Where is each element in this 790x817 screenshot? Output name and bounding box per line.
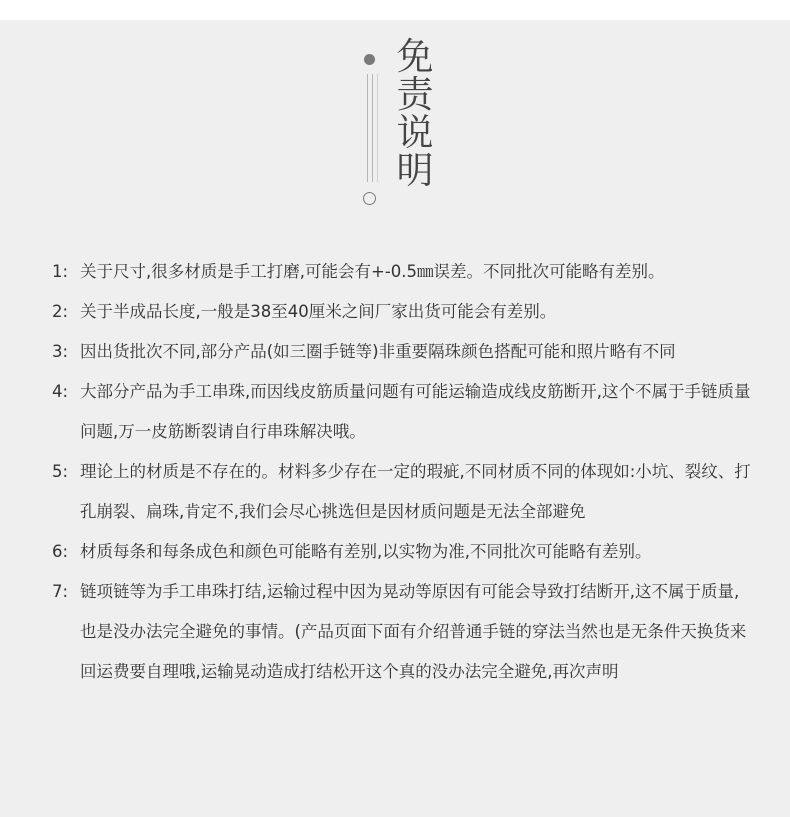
- item-number: 1:: [52, 262, 69, 281]
- disclaimer-panel: [0, 20, 790, 817]
- filled-dot-icon: [364, 54, 375, 65]
- list-item: [52, 572, 752, 692]
- item-text: 关于尺寸,很多材质是手工打磨,可能会有+-0.5㎜误差。不同批次可能略有差别。: [80, 262, 665, 281]
- ring-dot-icon: [363, 192, 376, 205]
- list-item: [52, 452, 752, 532]
- item-text: 因出货批次不同,部分产品(如三圈手链等)非重要隔珠颜色搭配可能和照片略有不同: [80, 342, 676, 361]
- item-number: 2:: [52, 302, 69, 321]
- item-number: 5:: [52, 462, 69, 481]
- item-text: 材质每条和每条成色和颜色可能略有差别,以实物为准,不同批次可能略有差别。: [80, 542, 652, 561]
- item-text: 大部分产品为手工串珠,而因线皮筋质量问题有可能运输造成线皮筋断开,这个不属于手链质量问题,万一皮筋断裂请自行串珠解决哦。: [80, 382, 751, 441]
- item-number: 6:: [52, 542, 69, 561]
- list-item: [52, 532, 752, 572]
- list-item: [52, 372, 752, 452]
- item-number: 3:: [52, 342, 69, 361]
- title-char: 免: [396, 35, 434, 78]
- vertical-line: [372, 74, 373, 182]
- disclaimer-list: [52, 252, 752, 692]
- title-char: 说: [396, 111, 434, 154]
- heading-ornament: [360, 50, 382, 210]
- vertical-line: [377, 74, 378, 182]
- item-text: 链项链等为手工串珠打结,运输过程中因为晃动等原因有可能会导致打结断开,这不属于质量,也是没办法完全避免的事情。(产品页面下面有介绍普通手链的穿法当然也是无条件天换货来回运费要自理哦,运输晃动造成打结松开这个真的没办法完全避免,再次声明: [80, 582, 747, 681]
- title-char: 责: [396, 73, 434, 116]
- list-item: [52, 292, 752, 332]
- item-number: 7:: [52, 582, 69, 601]
- title-char: 明: [396, 149, 434, 192]
- page-title: [390, 35, 440, 192]
- list-item: [52, 332, 752, 372]
- vertical-line: [367, 74, 368, 182]
- item-text: 关于半成品长度,一般是38至40厘米之间厂家出货可能会有差别。: [80, 302, 557, 321]
- item-number: 4:: [52, 382, 69, 401]
- list-item: [52, 252, 752, 292]
- item-text: 理论上的材质是不存在的。材料多少存在一定的瑕疵,不同材质不同的体现如:小坑、裂纹、打孔崩裂、扁珠,肯定不,我们会尽心挑选但是因材质问题是无法全部避免: [80, 462, 751, 521]
